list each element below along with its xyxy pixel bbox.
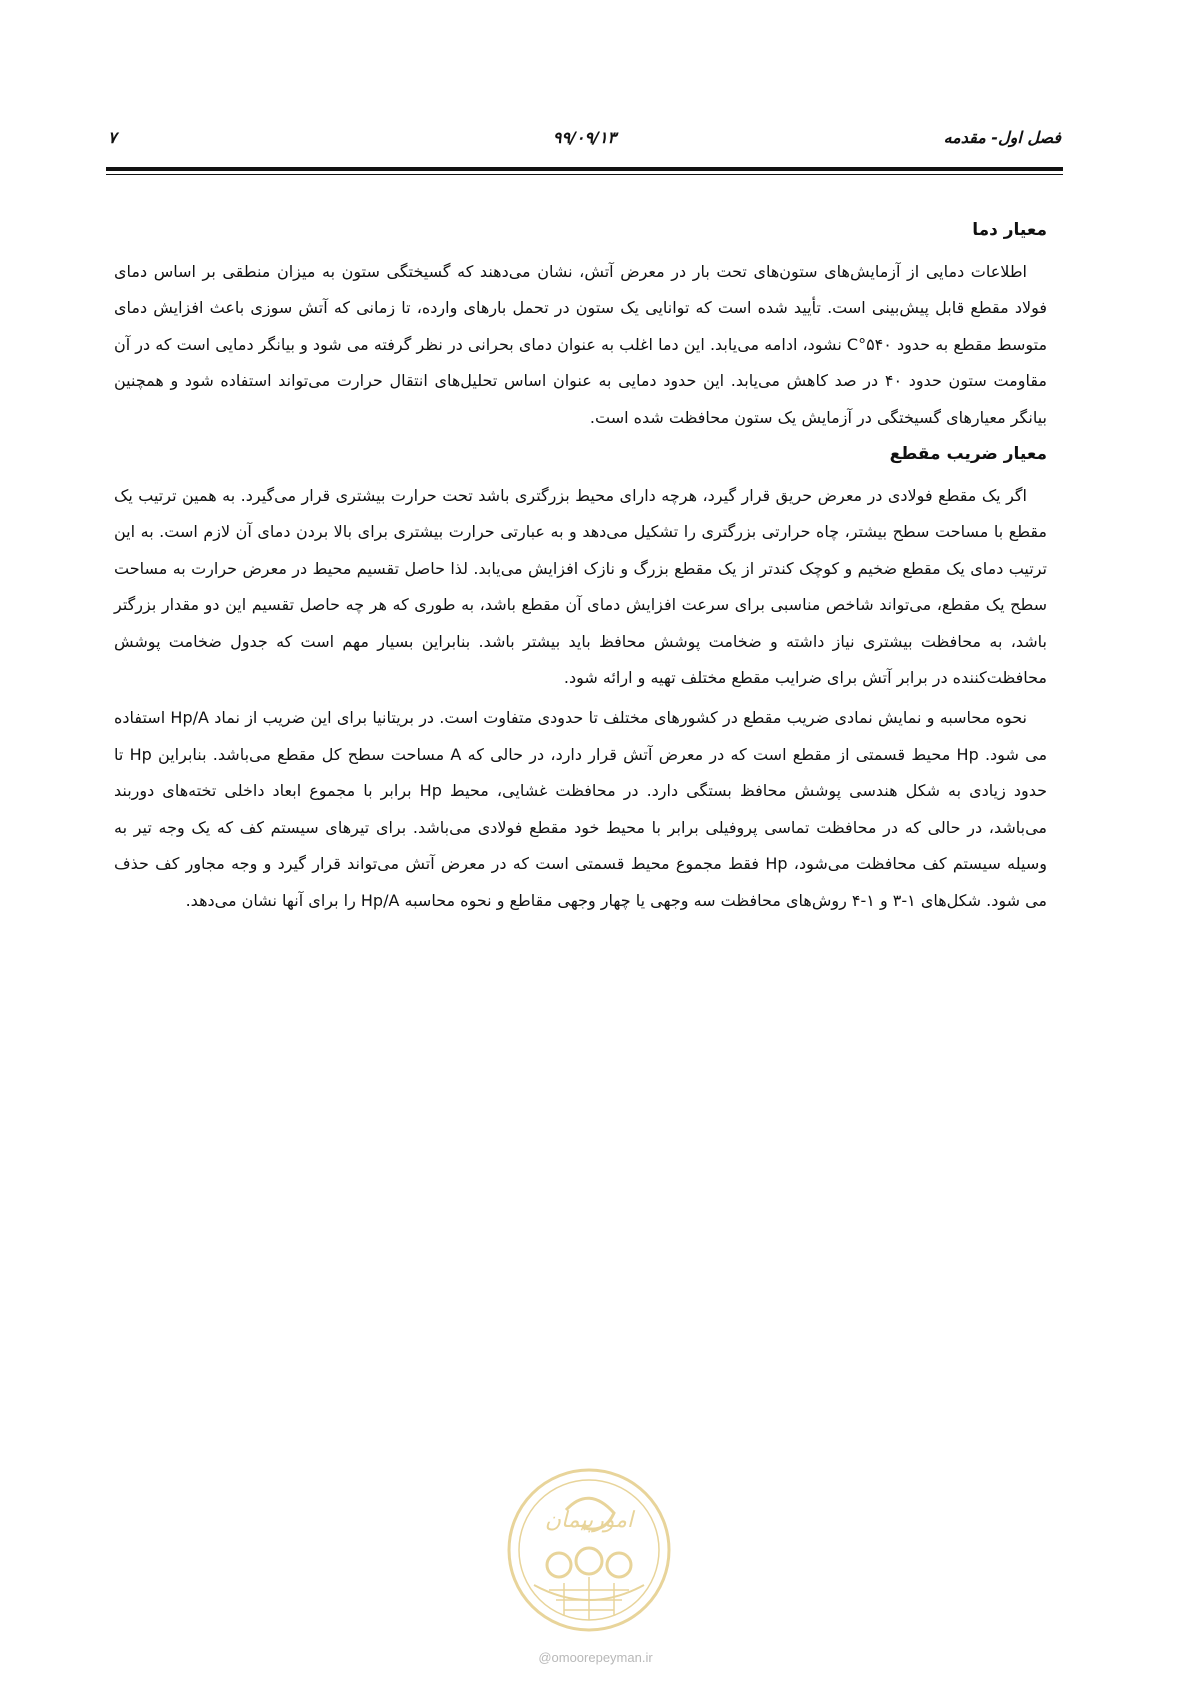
header-date: ۹۹/۰۹/۱۳ — [552, 128, 617, 147]
paragraph-temperature: اطلاعات دمایی از آزمایش‌های ستون‌های تحت بار در معرض آتش، نشان می‌دهند که گسیختگی ستون به میزان منطقی بر اساس دمای فولاد مقطع قابل پیش‌بینی است. تأیید شده است که توانایی یک ستون در تحمل بارهای وارده، تا زمانی که آتش سوزی باعث افزایش دمای متوسط مقطع به حدود ۵۴۰°C نشود، ادامه می‌یابد. این دما اغلب به عنوان دمای بحرانی در نظر گرفته می شود و بیانگر دمایی است که در آن مقاومت ستون حدود ۴۰ در صد کاهش می‌یابد. این حدود دمایی به عنوان اساس تحلیل‌های انتقال حرارت می‌تواند استفاده شود و همچنین بیانگر معیارهای گسیختگی در آزمایش یک ستون محافظت شده است. — [114, 262, 1048, 427]
watermark-seal-icon — [504, 1465, 674, 1635]
paragraph-section-factor-1: اگر یک مقطع فولادی در معرض حریق قرار گیرد، هرچه دارای محیط بزرگتری باشد تحت حرارت بیشتری قرار می‌گیرد. به همین ترتیب یک مقطع با مساحت سطح بیشتر، چاه حرارتی بزرگتری را تشکیل می‌دهد و به عبارتی حرارت بیشتری برای بالا بردن دمای آن لازم است. به این ترتیب دمای یک مقطع ضخیم و کوچک کندتر از یک مقطع بزرگ و نازک افزایش می‌یابد. لذا حاصل تقسیم محیط در معرض حرارت به مساحت سطح یک مقطع، می‌تواند شاخص مناسبی برای سرعت افزایش دمای آن مقطع باشد، به طوری که هر چه حاصل تقسیم این دو مقدار بزرگتر باشد، به محافظت بیشتری نیاز داشته و ضخامت پوشش محافظ باید بیشتر باشد. بنابراین بسیار مهم است که جدول ضخامت پوشش محافظت‌کننده در برابر آتش برای ضرایب مقطع مختلف تهیه و ارائه شود. — [114, 486, 1047, 688]
paragraph-section-factor-2: نحوه محاسبه و نمایش نمادی ضریب مقطع در کشورهای مختلف تا حدودی متفاوت است. در بریتانیا برای این ضریب از نماد Hp/A استفاده می شود. Hp محیط قسمتی از مقطع است که در معرض آتش قرار دارد، در حالی که A مساحت سطح کل مقطع می‌باشد. بنابراین Hp تا حدود زیادی به شکل هندسی پوشش محافظ بستگی دارد. در محافظت غشایی، محیط Hp برابر با مجموع ابعاد داخلی تخته‌های دوربند می‌باشد، در حالی که در محافظت تماسی پروفیلی برابر با محیط خود مقطع فولادی می‌باشد. برای تیرهای سیستم کف که یک وجه تیر به وسیله سیستم کف محافظت می‌شود، Hp فقط مجموع محیط قسمتی است که در معرض آتش می‌تواند قرار گیرد و وجه مجاور کف حذف می شود. شکل‌های ۱-۳ و ۱-۴ روش‌های محافظت سه وجهی یا چهار وجهی مقاطع و نحوه محاسبه Hp/A را برای آنها نشان می‌دهد. — [114, 708, 1048, 910]
svg-text:امورپیمان: امورپیمان — [544, 1508, 634, 1533]
section-heading-section-factor: معیار ضریب مقطع — [889, 444, 1047, 465]
watermark-site-text: @omoorepeyman.ir — [538, 1650, 653, 1665]
page-body — [114, 216, 1047, 919]
section-heading-temperature: معیار دما — [972, 220, 1047, 240]
running-header — [108, 128, 1061, 156]
page-number: ۷ — [108, 128, 117, 147]
header-rule-thick — [106, 167, 1063, 171]
chapter-title: فصل اول- مقدمه — [943, 128, 1061, 147]
header-rule-thin — [106, 174, 1063, 175]
